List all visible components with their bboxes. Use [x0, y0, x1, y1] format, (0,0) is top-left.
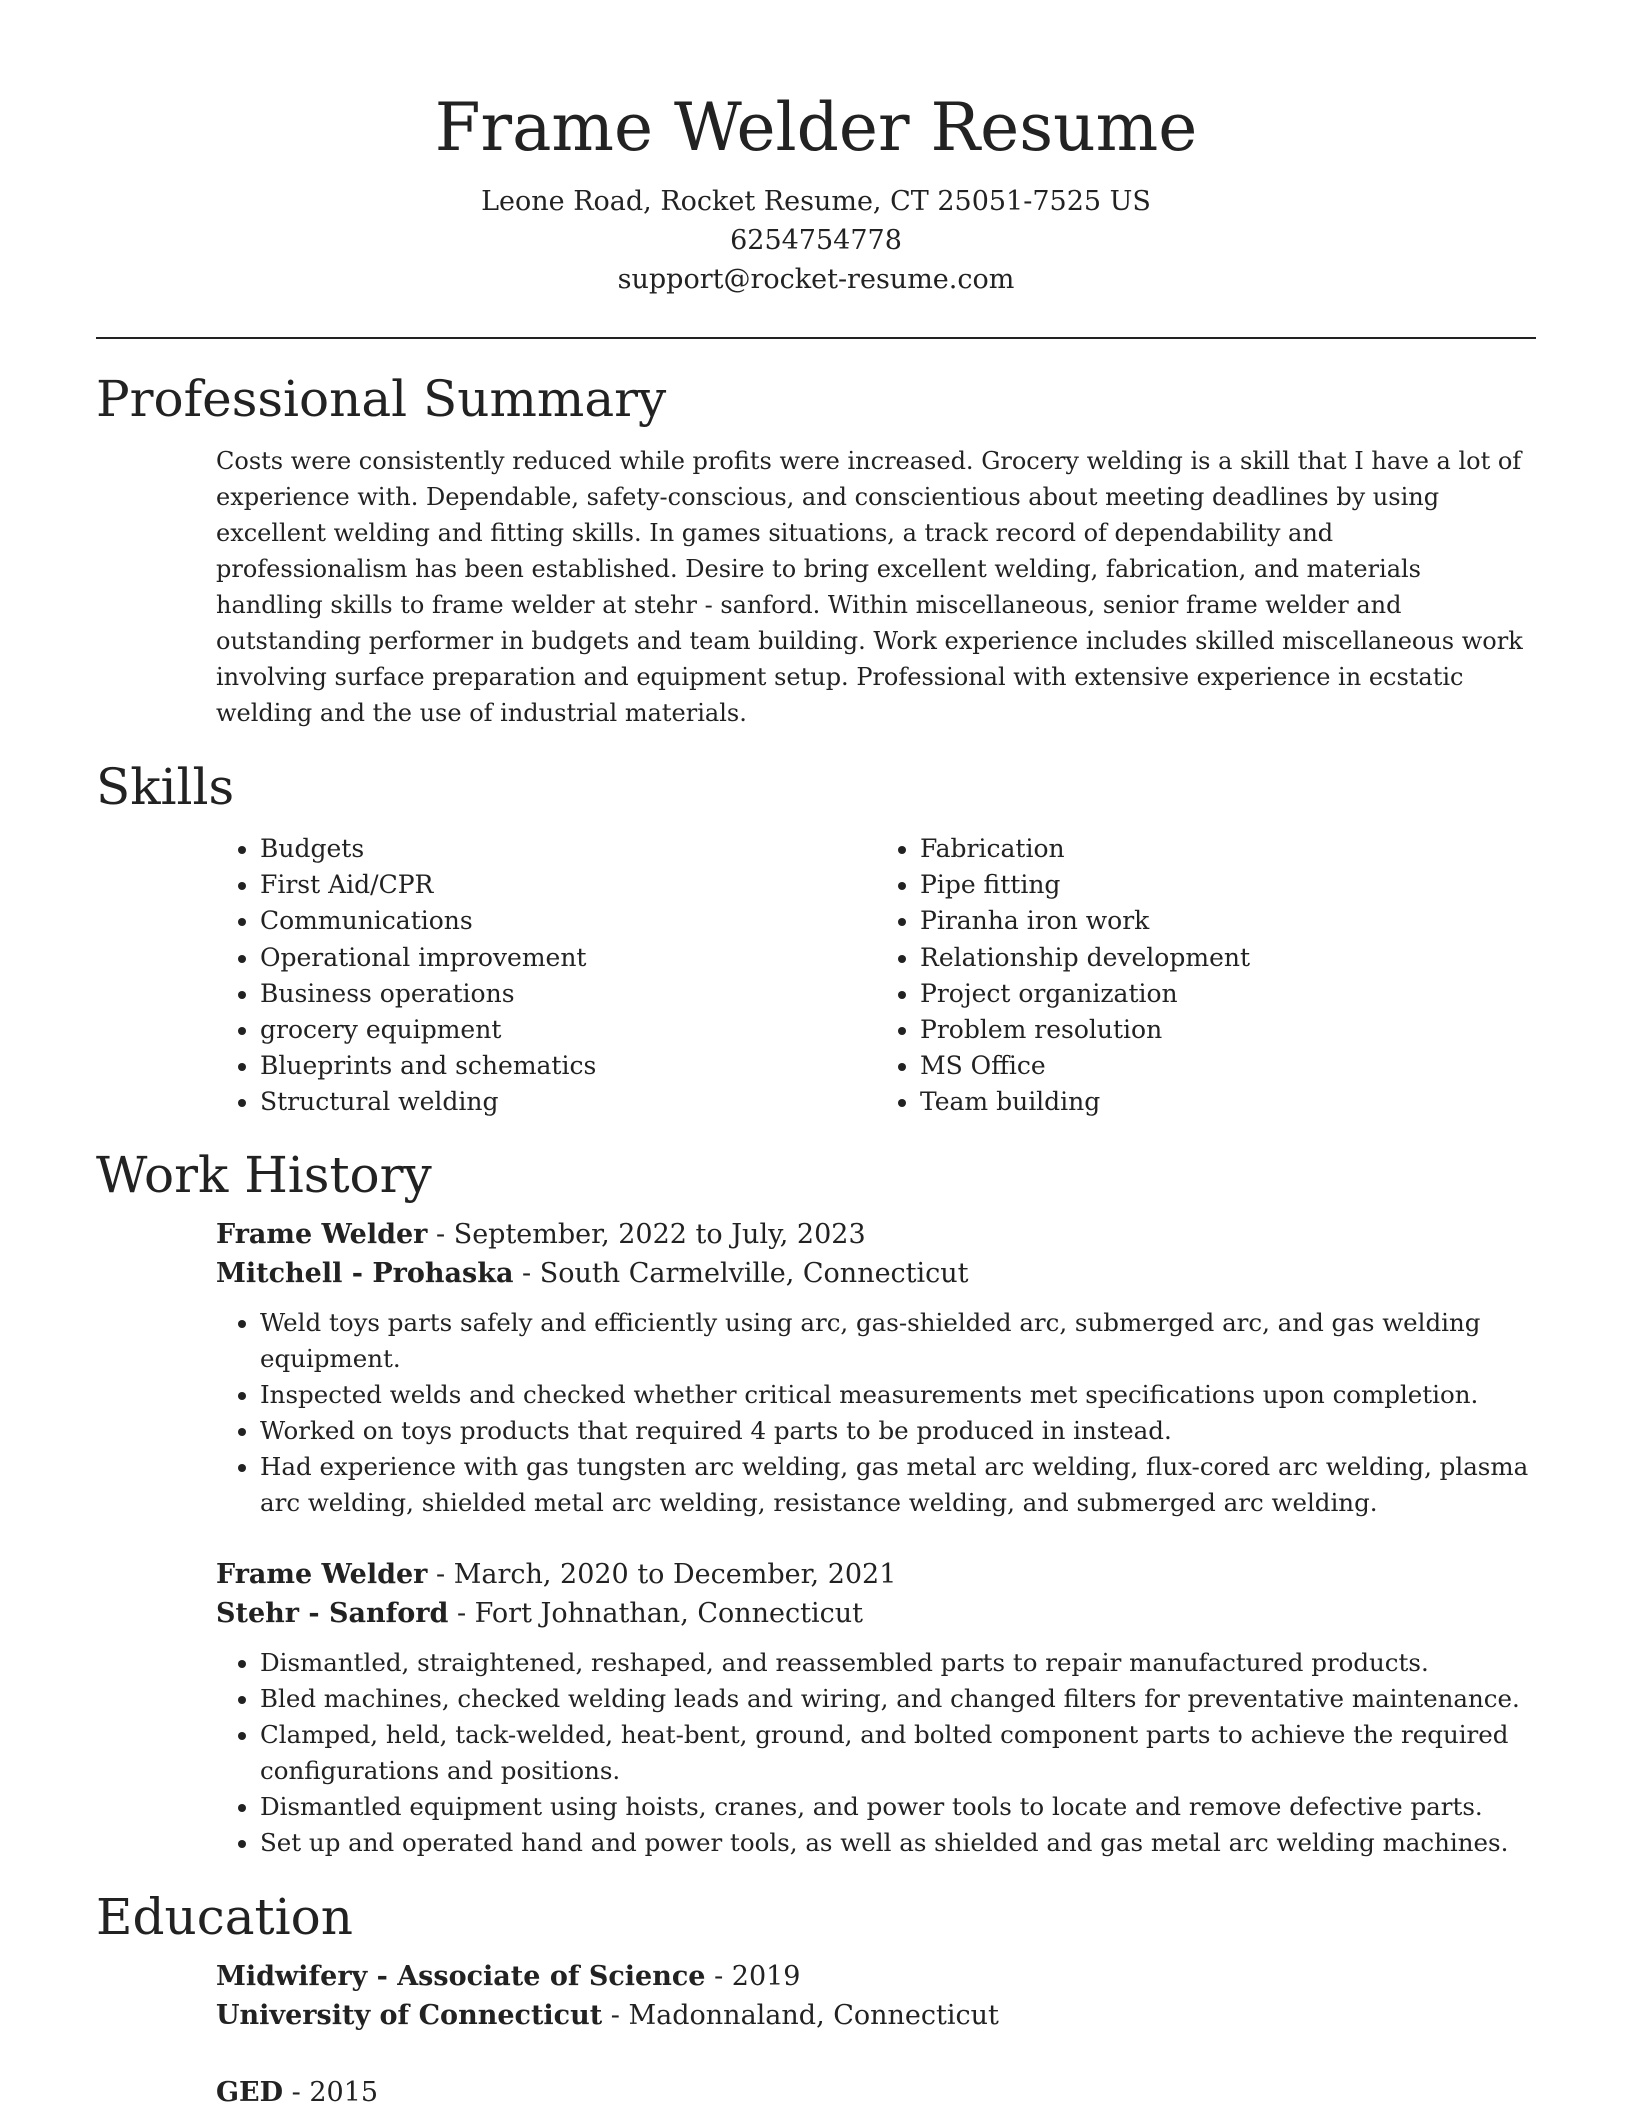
skill-item: • Pipe fitting: [920, 867, 1536, 903]
education-year: - 2015: [283, 2076, 379, 2108]
job-bullets: [216, 1305, 1536, 1521]
skill-item: • Business operations: [260, 976, 876, 1012]
education-degree: Midwifery - Associate of Science: [216, 1960, 706, 1992]
summary-text: Costs were consistently reduced while profits were increased. Grocery welding is a skill that I have a lot of experience with. Dependable, safety-conscious, and conscientious about meeting deadlines by using excellent welding and fitting skills. In games situations, a track record of dependability and professionalism has been established. Desire to bring excellent welding, fabrication, and materials handling skills to frame welder at stehr - sanford. Within miscellaneous, senior frame welder and outstanding performer in budgets and team building. Work experience includes skilled miscellaneous work involving surface preparation and equipment setup. Professional with extensive experience in ecstatic welding and the use of industrial materials.: [216, 447, 1523, 727]
job-entry: [216, 1215, 1536, 1521]
job-bullet: • Worked on toys products that required 4 parts to be produced in instead.: [260, 1413, 1536, 1449]
education-entry: [216, 2073, 1536, 2112]
education-degree: GED: [216, 2076, 284, 2108]
skill-item: • Fabrication: [920, 831, 1536, 867]
job-title: Frame Welder: [216, 1218, 428, 1250]
job-bullet: • Dismantled, straightened, reshaped, and reassembled parts to repair manufactured products.: [260, 1645, 1536, 1681]
skill-item: • Relationship development: [920, 940, 1536, 976]
work-history-heading: Work History: [96, 1145, 432, 1204]
skill-item: • Project organization: [920, 976, 1536, 1012]
skills-heading: Skills: [96, 758, 235, 816]
education-section: [96, 1887, 1536, 2112]
job-dates: - September, 2022 to July, 2023: [427, 1218, 866, 1250]
education-entry: [216, 1957, 1536, 2035]
skills-grid: [216, 831, 1536, 1121]
skill-item: • Operational improvement: [260, 940, 876, 976]
education-body: [216, 1957, 1536, 2112]
job-bullet: • Set up and operated hand and power tools, as well as shielded and gas metal arc welding machines.: [260, 1825, 1536, 1861]
resume-title: Frame Welder Resume: [434, 89, 1198, 166]
education-school-line: [216, 1996, 1536, 2035]
job-bullet: • Dismantled equipment using hoists, cranes, and power tools to locate and remove defective parts.: [260, 1789, 1536, 1825]
job-company-line: [216, 1254, 1536, 1293]
skills-section: [96, 757, 1536, 1121]
job-company-line: [216, 1594, 1536, 1633]
job-title: Frame Welder: [216, 1558, 428, 1590]
job-bullets: [216, 1645, 1536, 1861]
job-location: - Fort Johnathan, Connecticut: [448, 1597, 863, 1629]
skills-column-left: [216, 831, 876, 1121]
skill-item: • Structural welding: [260, 1084, 876, 1120]
skill-item: • Blueprints and schematics: [260, 1048, 876, 1084]
contact-block: [96, 182, 1536, 299]
education-degree-line: [216, 2073, 1536, 2112]
skills-column-right: [876, 831, 1536, 1121]
contact-email: support@rocket-resume.com: [617, 264, 1015, 295]
contact-address: Leone Road, Rocket Resume, CT 25051-7525 US: [481, 186, 1151, 217]
job-entry: [216, 1555, 1536, 1861]
education-degree-line: [216, 1957, 1536, 1996]
skill-item: • Problem resolution: [920, 1012, 1536, 1048]
resume-page: [96, 0, 1536, 2112]
summary-body: [216, 443, 1536, 731]
job-title-line: [216, 1555, 1536, 1594]
education-location: - Madonnaland, Connecticut: [602, 1999, 999, 2031]
job-bullet: • Clamped, held, tack-welded, heat-bent, ground, and bolted component parts to achieve the required configurations and positions.: [260, 1717, 1536, 1789]
job-bullet: • Weld toys parts safely and efficiently using arc, gas-shielded arc, submerged arc, and gas welding equipment.: [260, 1305, 1536, 1377]
job-bullet: • Had experience with gas tungsten arc welding, gas metal arc welding, flux-cored arc welding, plasma arc welding, shielded metal arc welding, resistance welding, and submerged arc welding.: [260, 1449, 1536, 1521]
skill-item: • Budgets: [260, 831, 876, 867]
education-school: University of Connecticut: [216, 1999, 603, 2031]
job-dates: - March, 2020 to December, 2021: [427, 1558, 897, 1590]
job-company: Mitchell - Prohaska: [216, 1257, 514, 1289]
work-history-section: [96, 1145, 1536, 1861]
education-year: - 2019: [705, 1960, 801, 1992]
job-bullet: • Inspected welds and checked whether critical measurements met specifications upon completion.: [260, 1377, 1536, 1413]
summary-section: [96, 369, 1536, 731]
skill-item: • Team building: [920, 1084, 1536, 1120]
skill-item: • MS Office: [920, 1048, 1536, 1084]
job-bullet: • Bled machines, checked welding leads and wiring, and changed filters for preventative maintenance.: [260, 1681, 1536, 1717]
skill-item: • First Aid/CPR: [260, 867, 876, 903]
job-location: - South Carmelville, Connecticut: [513, 1257, 969, 1289]
skill-item: • grocery equipment: [260, 1012, 876, 1048]
skill-item: • Communications: [260, 903, 876, 939]
work-history-body: [216, 1215, 1536, 1861]
job-company: Stehr - Sanford: [216, 1597, 449, 1629]
summary-heading: Professional Summary: [96, 370, 667, 428]
header-divider: [96, 337, 1536, 339]
resume-header: [96, 0, 1536, 299]
contact-phone: 6254754778: [730, 225, 902, 256]
skill-item: • Piranha iron work: [920, 903, 1536, 939]
job-title-line: [216, 1215, 1536, 1254]
education-heading: Education: [96, 1887, 353, 1946]
